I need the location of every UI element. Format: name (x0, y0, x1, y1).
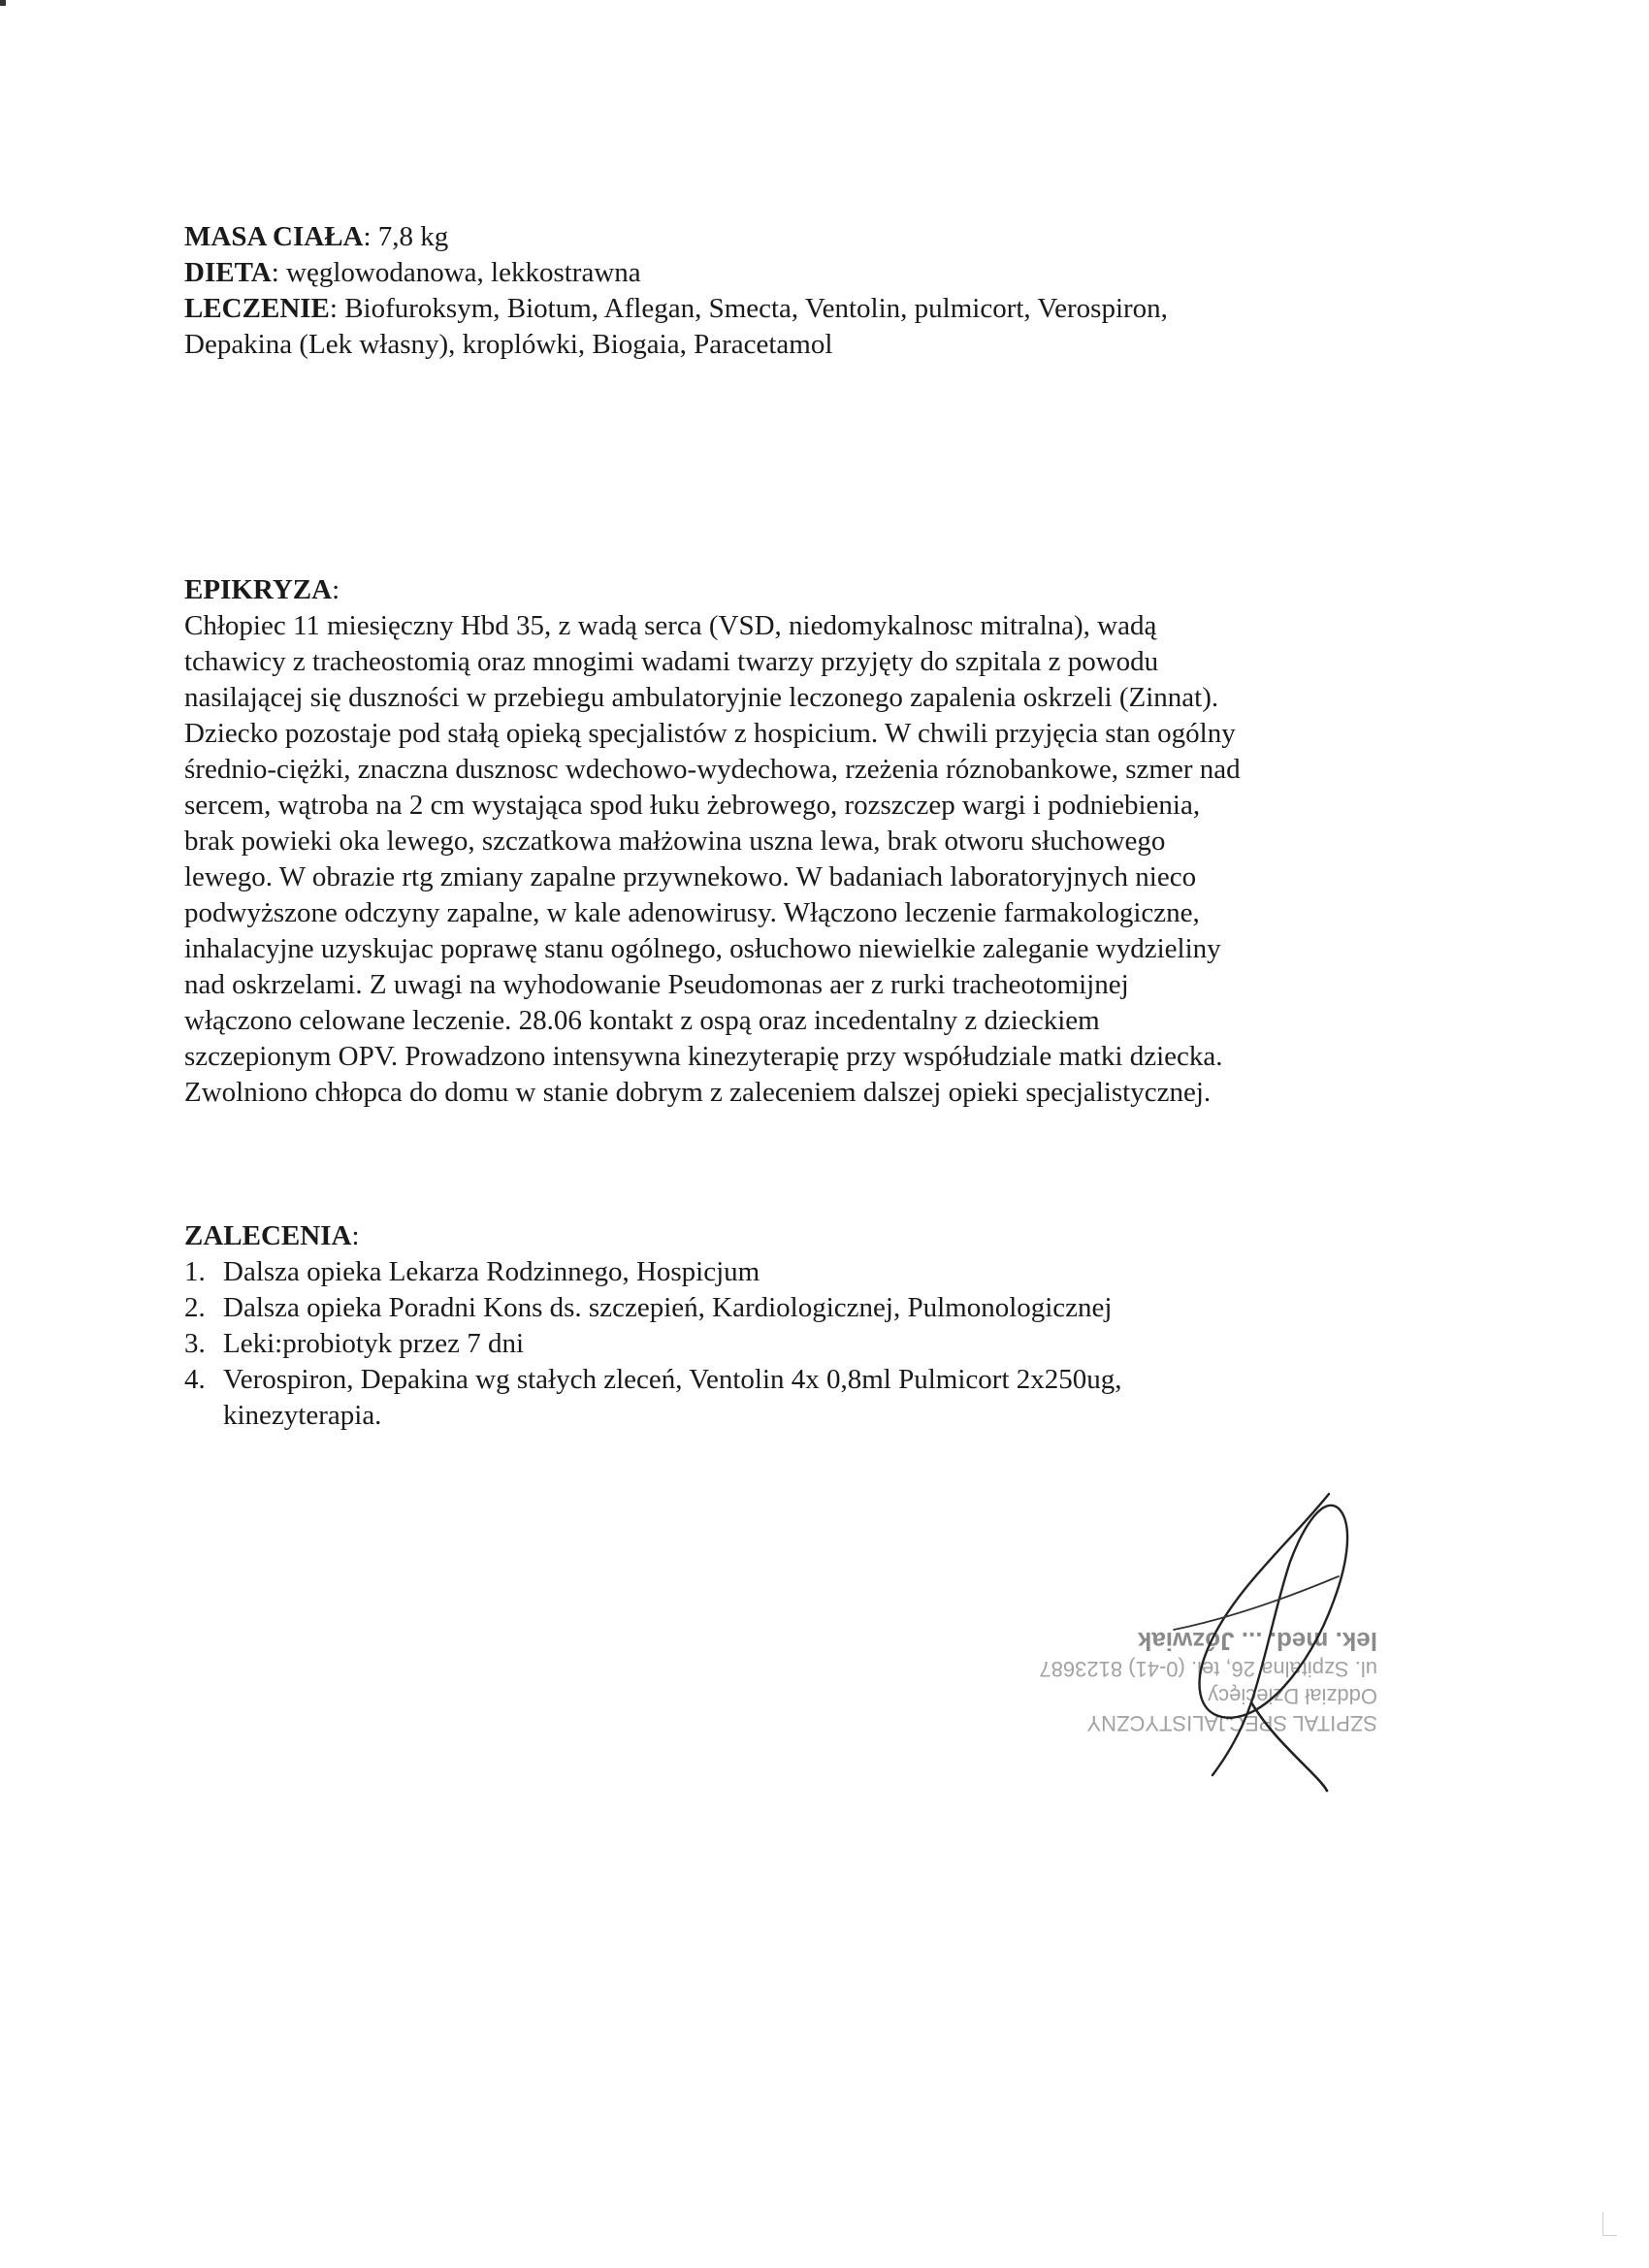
handwritten-signature (1116, 1484, 1368, 1795)
epicrisis-line: brak powieki oka lewego, szczatkowa małżowina uszna lewa, brak otworu słuchowego (184, 826, 1166, 857)
recommendation-item (184, 1254, 1122, 1290)
epicrisis-line: lewego. W obrazie rtg zmiany zapalne przywnekowo. W badaniach laboratoryjnych nieco (184, 861, 1197, 892)
epicrisis-line: inhalacyjne uzyskujac poprawę stanu ogólnego, osłuchowo niewielkie zaleganie wydzieliny (184, 933, 1221, 964)
recommendation-text: Verospiron, Depakina wg stałych zleceń, Ventolin 4x 0,8ml Pulmicort 2x250ug, (223, 1364, 1122, 1395)
epicrisis-title-text: EPIKRYZA (184, 574, 333, 605)
stamp-line: lek. med. ... Józwiak (1137, 1627, 1377, 1656)
scan-corner-mark (0, 0, 6, 6)
patient-summary (184, 219, 1168, 363)
body-mass-value: : 7,8 kg (363, 221, 449, 252)
recommendation-number: 2. (184, 1292, 206, 1323)
recommendations-list (184, 1254, 1122, 1434)
epicrisis-title (184, 572, 1241, 608)
epicrisis-line: Dziecko pozostaje pod stałą opieką specjalistów z hospicium. W chwili przyjęcia stan ogólny (184, 718, 1236, 749)
recommendations-section (184, 1218, 1122, 1434)
treatment-label: LECZENIE (184, 293, 330, 324)
recommendation-text: Leki:probiotyk przez 7 dni (223, 1328, 525, 1359)
epicrisis-line: nasilającej się duszności w przebiegu ambulatoryjnie leczonego zapalenia oskrzeli (Zinnat). (184, 682, 1219, 713)
stamp-line: SZPITAL SPECJALISTYCZNY (1086, 1711, 1377, 1735)
diet-value: : węglowodanowa, lekkostrawna (271, 257, 641, 288)
stamp-line: ul. Szpitalna 26, tel. (0-41) 8123687 (1039, 1657, 1377, 1681)
epicrisis-body (184, 608, 1241, 1111)
diet-label: DIETA (184, 257, 272, 288)
recommendation-number: 1. (184, 1256, 206, 1287)
epicrisis-line: szczepionym OPV. Prowadzono intensywna kinezyterapię przy współudziale matki dziecka. (184, 1041, 1223, 1072)
epicrisis-title-colon: : (332, 574, 340, 605)
epicrisis-line: Zwolniono chłopca do domu w stanie dobrym z zaleceniem dalszej opieki specjalistycznej. (184, 1077, 1212, 1108)
epicrisis-line: tchawicy z tracheostomią oraz mnogimi wadami twarzy przyjęty do szpitala z powodu (184, 646, 1159, 677)
recommendation-number: 4. (184, 1364, 206, 1395)
epicrisis-line: nad oskrzelami. Z uwagi na wyhodowanie Pseudomonas aer z rurki tracheotomijnej (184, 969, 1129, 1000)
recommendation-number: 3. (184, 1328, 206, 1359)
recommendation-item (184, 1362, 1122, 1434)
epicrisis-section (184, 572, 1241, 1111)
epicrisis-line: sercem, wątroba na 2 cm wystająca spod łuku żebrowego, rozszczep wargi i podniebienia, (184, 790, 1201, 821)
recommendation-text: Dalsza opieka Lekarza Rodzinnego, Hospicjum (223, 1256, 760, 1287)
recommendation-item (184, 1290, 1122, 1326)
epicrisis-line: Chłopiec 11 miesięczny Hbd 35, z wadą serca (VSD, niedomykalnosc mitralna), wadą (184, 610, 1157, 641)
epicrisis-line: średnio-ciężki, znaczna dusznosc wdechowo-wydechowa, rzeżenia róznobankowe, szmer nad (184, 754, 1241, 785)
recommendations-title-text: ZALECENIA (184, 1220, 352, 1251)
recommendations-title-colon: : (351, 1220, 360, 1251)
stamp-line: Oddział Dziecięcy (1208, 1684, 1377, 1708)
treatment-value: : Biofuroksym, Biotum, Aflegan, Smecta, Ventolin, pulmicort, Verospiron, (329, 293, 1168, 324)
body-mass-label: MASA CIAŁA (184, 221, 364, 252)
body-mass-line (184, 219, 1168, 255)
recommendation-text: Dalsza opieka Poradni Kons ds. szczepień, Kardiologicznej, Pulmonologicznej (223, 1292, 1113, 1323)
treatment-line (184, 291, 1168, 327)
recommendation-text: kinezyterapia. (223, 1400, 382, 1431)
epicrisis-line: podwyższone odczyny zapalne, w kale adenowirusy. Włączono leczenie farmakologiczne, (184, 897, 1200, 928)
recommendations-title (184, 1218, 1122, 1254)
diet-line (184, 255, 1168, 291)
recommendation-item (184, 1326, 1122, 1362)
epicrisis-line: włączono celowane leczenie. 28.06 kontakt z ospą oraz incedentalny z dzieckiem (184, 1005, 1100, 1036)
treatment-line-continued: Depakina (Lek własny), kroplówki, Biogaia, Paracetamol (184, 329, 833, 360)
scan-edge-mark (1602, 2212, 1617, 2236)
